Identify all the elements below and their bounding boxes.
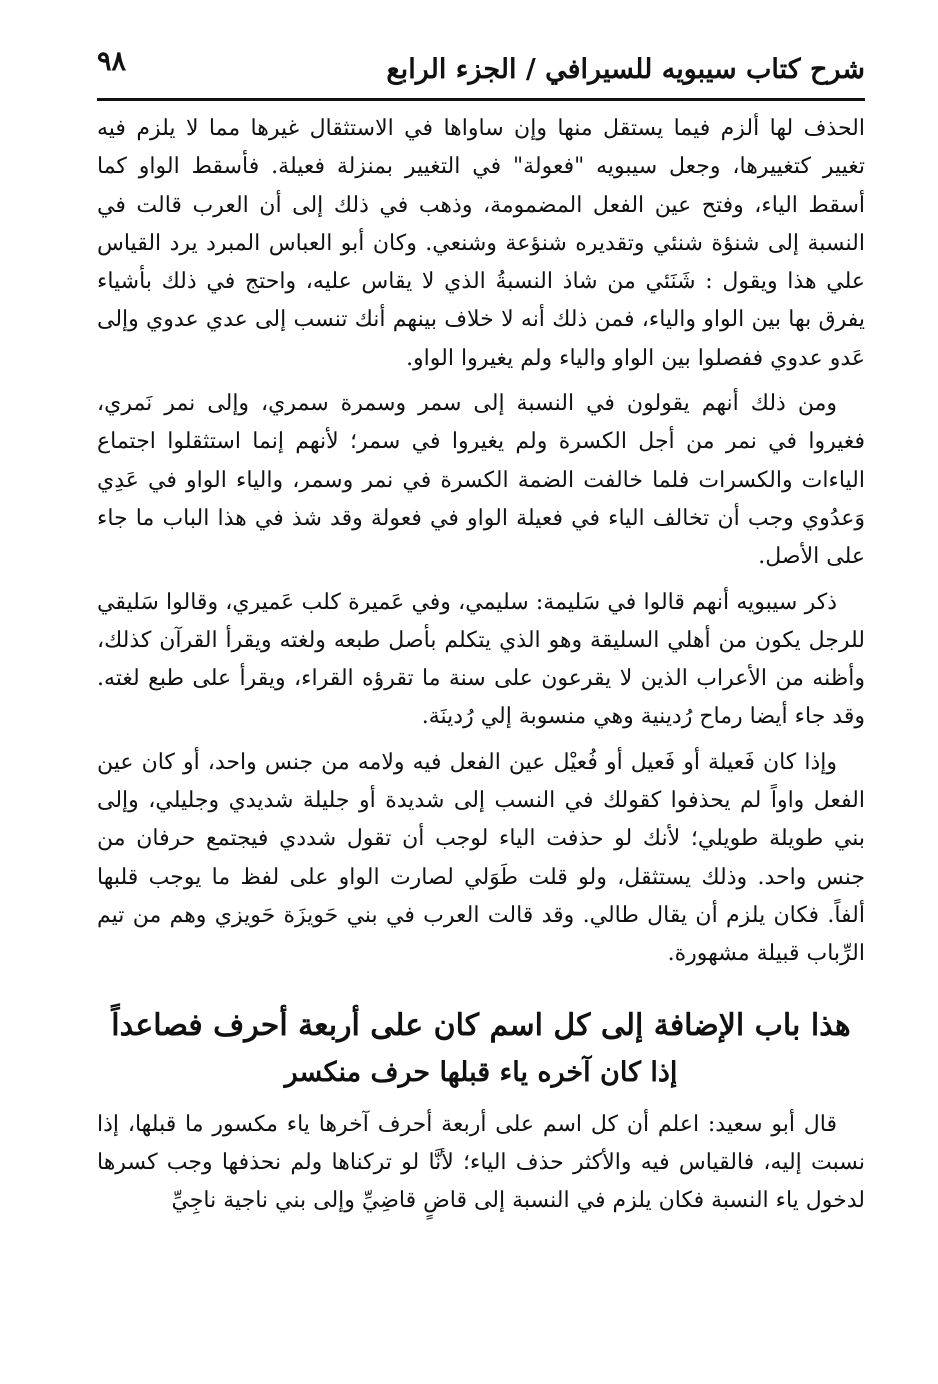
closing-paragraph: قال أبو سعيد: اعلم أن كل اسم على أربعة أحرف آخرها ياء مكسور ما قبلها، إذا نسبت إليه، فالقياس فيه والأكثر حذف الياء؛ لأنَّا لو تركناها ولم نحذفها وجب كسرها لدخول ياء النسبة فكان يلزم في النسبة إلى قاضٍ قاضِيِّ وإلى بني ناجية ناجِيِّ — [97, 1111, 865, 1214]
paragraph-4: وإذا كان فَعيلة أو فَعيل أو فُعيْل عين الفعل فيه ولامه من جنس واحد، أو كان عين الفعل واواً لم يحذفوا كقولك في النسب إلى شديدة أو جليلة شديدي وجليلي، وإلى بني طويلة طويلي؛ لأنك لو حذفت الياء لوجب أن تقول شددي فيجتمع حرفان من جنس واحد. وذلك يستثقل، ولو قلت طَوَلي لصارت الواو على لفظ ما يوجب قلبها ألفاً. فكان يلزم أن يقال طالي. وقد قالت العرب في بني حَويزَة حَويزي وهم من تيم الرِّباب قبيلة مشهورة. — [97, 749, 865, 967]
chapter-heading: هذا باب الإضافة إلى كل اسم كان على أربعة أحرف فصاعداً — [111, 1007, 851, 1043]
page-number: ٩٨ — [97, 46, 127, 77]
paragraph-3: ذكر سيبويه أنهم قالوا في سَليمة: سليمي، وفي عَميرة كلب عَميري، وقالوا سَليقي للرجل يكون من أهلي السليقة وهو الذي يتكلم بأصل طبعه ولغته ويقرأ القرآن كذلك، وأظنه من الأعراب الذين لا يقرعون على سنة ما تقرؤه القراء، ويقرأ على طبع لغته. وقد جاء أيضا رماح رُدينية وهي منسوبة إلي رُدينَة. — [97, 589, 865, 730]
paragraph-1: الحذف لها ألزم فيما يستقل منها وإن ساواها في الاستثقال غيرها مما لا يلزم فيه تغيير كتغييرها، وجعل سيبويه "فعولة" في التغيير بمنزلة فعيلة. فأسقط الواو كما أسقط الياء، وفتح عين الفعل المضمومة، وذهب في ذلك إلى أن العرب قالت في النسبة إلى شنؤة شنئي وتقديره شنؤعة وشنعي. وكان أبو العباس المبرد يرد القياس علي هذا ويقول : شَنَئي من شاذ النسبةُ الذي لا يقاس عليه، واحتج في ذلك بأشياء يفرق بها بين الواو والياء، فمن ذلك أنه لا خلاف بينهم أنك تنسب إلى عدي عدوي وإلى عَدو عدوي ففصلوا بين الواو والياء ولم يغيروا الواو. — [97, 116, 865, 371]
running-title: شرح كتاب سيبويه للسيرافي / الجزء الرابع — [386, 54, 865, 85]
page-header — [97, 46, 865, 96]
body-text — [97, 110, 865, 1227]
chapter-subheading: إذا كان آخره ياء قبلها حرف منكسر — [284, 1056, 678, 1088]
paragraph-2: ومن ذلك أنهم يقولون في النسبة إلى سمر وسمرة سمري، وإلى نمر نَمري، فغيروا في نمر من أجل الكسرة ولم يغيروا في سمر؛ لأنهم إنما استثقلوا اجتماع الياءات والكسرات فلما خالفت الضمة الكسرة في نمر وسمر، والياء الواو في عَدِي وَعدُوي وجب أن تخالف الياء في فعيلة الواو في فعولة وقد شذ في هذا الباب ما جاء على الأصل. — [97, 391, 865, 570]
header-rule — [97, 98, 865, 101]
